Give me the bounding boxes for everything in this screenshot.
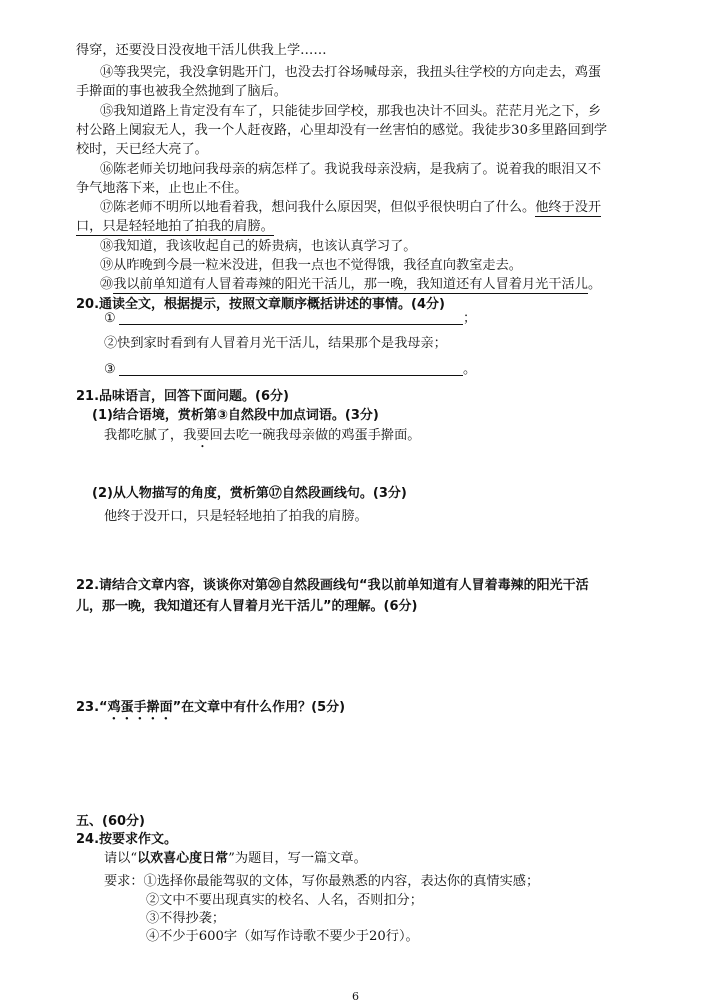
question-20-title: 20.通读全文，根据提示，按照文章顺序概括讲述的事情。(4分) bbox=[76, 297, 445, 312]
question-22-line2: 儿，那一晚，我知道还有人冒着月光干活儿”的理解。(6分) bbox=[76, 599, 418, 614]
essay-prompt-b: ”为题目，写一篇文章。 bbox=[228, 851, 367, 866]
passage-line: 村公路上阒寂无人，我一个人赶夜路，心里却没有一丝害怕的感觉。我徒步30多里路回到学 bbox=[76, 123, 608, 138]
q20-item1-mark: ① bbox=[104, 311, 116, 326]
underlined-sentence-17-end: 口，只是轻轻地拍了拍我的肩膀。 bbox=[76, 219, 274, 234]
q21-sub1-quote bbox=[104, 427, 421, 451]
q20-answer-line-3[interactable] bbox=[119, 375, 463, 376]
passage-line: 得穿，还要没日没夜地干活儿供我上学…… bbox=[76, 43, 327, 58]
underlined-sentence-17: 他终于没开 bbox=[535, 200, 602, 215]
paragraph-19: ⑲从昨晚到今晨一粒米没进，但我一点也不觉得饿，我径直向教室走去。 bbox=[100, 258, 522, 273]
essay-prompt-a: 请以“ bbox=[104, 851, 138, 866]
q20-answer-line-1[interactable] bbox=[119, 324, 463, 325]
question-23 bbox=[76, 699, 345, 723]
question-21-sub2: (2)从人物描写的角度，赏析第⑰自然段画线句。(3分) bbox=[92, 486, 407, 501]
paragraph-18: ⑱我知道，我该收起自己的娇贵病，也该认真学习了。 bbox=[100, 239, 417, 254]
q21-quote-part-a: 我都吃腻了，我 bbox=[104, 428, 197, 443]
q20-item1-end: ； bbox=[463, 311, 477, 326]
question-24-title: 24.按要求作文。 bbox=[76, 832, 178, 847]
paragraph-20 bbox=[100, 276, 601, 294]
q23-dotted-phrase: 鸡蛋手擀面 bbox=[107, 700, 173, 715]
q21-sub2-quote: 他终于没开口，只是轻轻地拍了拍我的肩膀。 bbox=[104, 509, 368, 524]
q20-item3-end: 。 bbox=[463, 362, 477, 377]
q21-quote-part-b: 回去吃一碗我母亲做的鸡蛋手擀面。 bbox=[209, 428, 421, 443]
passage-line: 争气地落下来，止也止不住。 bbox=[76, 181, 248, 196]
q21-dotted-word: 要 bbox=[196, 428, 210, 443]
question-21-title: 21.品味语言，回答下面问题。(6分) bbox=[76, 389, 289, 404]
section-5-title: 五、(60分) bbox=[76, 814, 145, 829]
q23-suffix: ”在文章中有什么作用？(5分) bbox=[172, 700, 346, 715]
q23-prefix: 23.“ bbox=[76, 700, 108, 715]
passage-line: 校时，天已经大亮了。 bbox=[76, 142, 208, 157]
paragraph-14: ⑭等我哭完，我没拿钥匙开门，也没去打谷场喊母亲，我扭头往学校的方向走去，鸡蛋 bbox=[100, 65, 602, 80]
essay-requirement-1: 要求：①选择你最能驾驭的文体，写你最熟悉的内容，表达你的真情实感； bbox=[104, 874, 540, 889]
essay-requirement-3: ③不得抄袭； bbox=[146, 911, 226, 926]
paragraph-20-end: 。 bbox=[587, 277, 602, 292]
paragraph-17-text: ⑰陈老师不明所以地看着我，想问我什么原因哭，但似乎很快明白了什么。 bbox=[100, 200, 536, 215]
essay-prompt bbox=[104, 850, 367, 868]
paragraph-15: ⑮我知道路上肯定没有车了，只能徒步回学校，那我也决计不回头。茫茫月光之下，乡 bbox=[100, 104, 602, 119]
q20-item3-mark: ③ bbox=[104, 362, 116, 377]
passage-line bbox=[76, 218, 274, 236]
question-21-sub1: (1)结合语境，赏析第③自然段中加点词语。(3分) bbox=[92, 408, 379, 423]
paragraph-20-mark: ⑳ bbox=[100, 277, 114, 292]
underlined-sentence-20: 我以前单知道有人冒着毒辣的阳光干活儿，那一晚，我知道还有人冒着月光干活儿 bbox=[113, 277, 588, 292]
q20-item2: ②快到家时看到有人冒着月光干活儿，结果那个是我母亲； bbox=[104, 336, 447, 351]
question-22-line1: 22.请结合文章内容，谈谈你对第⑳自然段画线句“我以前单知道有人冒着毒辣的阳光干活 bbox=[76, 578, 589, 593]
passage-line: 手擀面的事也被我全然抛到了脑后。 bbox=[76, 84, 287, 99]
essay-requirement-4: ④不少于600字（如写作诗歌不要少于20行）。 bbox=[146, 929, 419, 944]
paragraph-17 bbox=[100, 199, 601, 217]
essay-requirement-2: ②文中不要出现真实的校名、人名，否则扣分； bbox=[146, 893, 423, 908]
essay-title: 以欢喜心度日常 bbox=[137, 851, 229, 866]
paragraph-16: ⑯陈老师关切地问我母亲的病怎样了。我说我母亲没病，是我病了。说着我的眼泪又不 bbox=[100, 162, 602, 177]
page-number: 6 bbox=[352, 990, 359, 1003]
